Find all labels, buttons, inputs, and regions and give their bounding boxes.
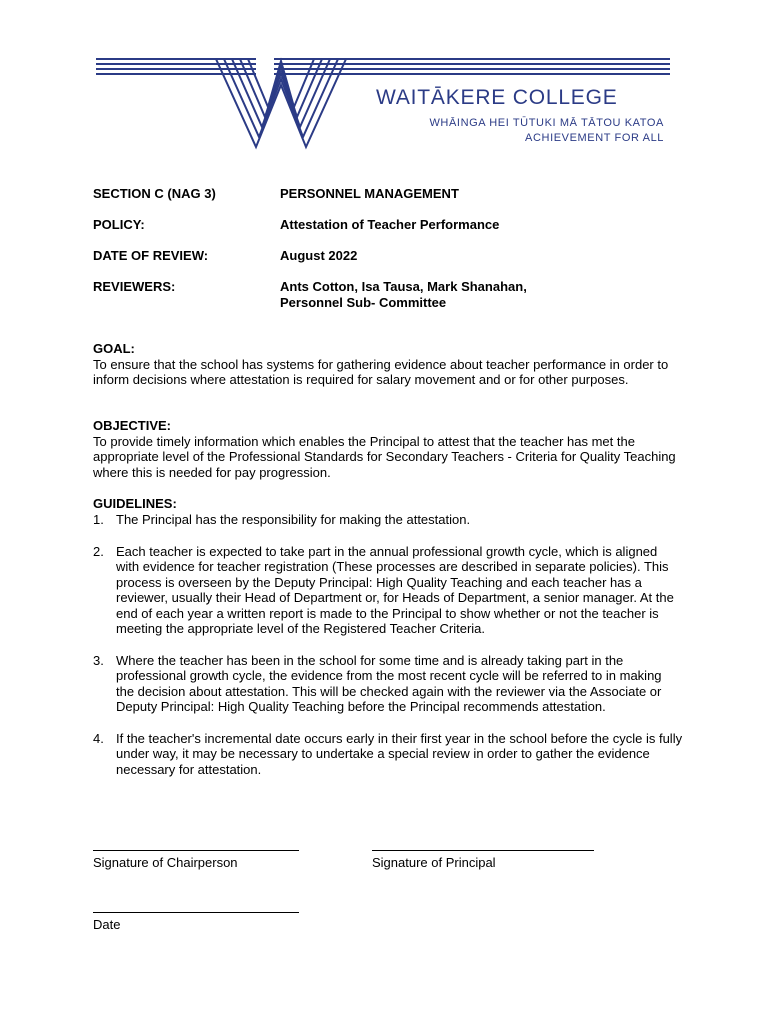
- chairperson-signature-block: [93, 840, 299, 870]
- guidelines-section: [93, 496, 683, 512]
- date-line[interactable]: [93, 902, 299, 913]
- objective-heading: OBJECTIVE:: [93, 418, 172, 433]
- reviewers-label: REVIEWERS:: [93, 279, 176, 294]
- guideline-number: 2.: [93, 543, 104, 559]
- guidelines-heading: GUIDELINES:: [93, 496, 177, 511]
- objective-text: To provide timely information which enables the Principal to attest that the teacher has met the appropriate level of the Professional Standards for Secondary Teachers - Criteria for Quality Teaching where this is needed for pay progression.: [93, 433, 676, 480]
- guideline-text: If the teacher's incremental date occurs early in their first year in the school before the cycle is fully under way, it may be necessary to undertake a special review in order to gather the evidence necessary for attestation.: [116, 730, 683, 777]
- reviewers-value: [280, 279, 527, 311]
- chairperson-signature-label: Signature of Chairperson: [93, 855, 238, 870]
- college-logo: [96, 55, 670, 150]
- goal-section: [93, 341, 683, 388]
- review-date-value: August 2022: [280, 248, 358, 263]
- guideline-number: 3.: [93, 652, 104, 668]
- objective-section: [93, 418, 683, 480]
- guideline-number: 1.: [93, 512, 104, 527]
- goal-text: To ensure that the school has systems for gathering evidence about teacher performance in order to inform decisions where attestation is required for salary movement and or for other purposes.: [93, 356, 669, 387]
- guideline-text: The Principal has the responsibility for making the attestation.: [116, 512, 471, 527]
- principal-signature-label: Signature of Principal: [372, 855, 496, 870]
- motto-english: ACHIEVEMENT FOR ALL: [525, 132, 664, 144]
- principal-signature-block: [372, 840, 594, 870]
- review-date-label: DATE OF REVIEW:: [93, 248, 209, 263]
- reviewers-line-2: Personnel Sub- Committee: [280, 295, 447, 310]
- guideline-item: [93, 653, 683, 715]
- section-label: SECTION C (NAG 3): [93, 186, 216, 201]
- guideline-number: 4.: [93, 730, 104, 746]
- guideline-item: [93, 544, 683, 637]
- guideline-text: Each teacher is expected to take part in the annual professional growth cycle, which is aligned with evidence for teacher registration (These processes are described in separate policies). This process is overseen by the Deputy Principal: High Quality Teaching and each teacher has a reviewer, usually their Head of Department or, for Heads of Department, a senior manager. At the end of each year a written report is made to the Principal to show whether or not the teacher is meeting the appropriate level of the Registered Teacher Criteria.: [116, 543, 674, 636]
- guideline-text: Where the teacher has been in the school for some time and is already taking part in the professional growth cycle, the evidence from the most recent cycle will be referred to in making the decision about attestation. This will be checked again with the reviewer via the Associate or Deputy Principal: High Quality Teaching before the Principal recommends attestation.: [116, 652, 662, 714]
- section-value: PERSONNEL MANAGEMENT: [280, 186, 459, 201]
- goal-heading: GOAL:: [93, 341, 135, 356]
- policy-value: Attestation of Teacher Performance: [280, 217, 500, 232]
- college-name: WAITĀKERE COLLEGE: [376, 86, 618, 109]
- guideline-item: [93, 731, 683, 778]
- reviewers-line-1: Ants Cotton, Isa Tausa, Mark Shanahan,: [280, 279, 527, 294]
- guideline-item: [93, 512, 683, 528]
- date-label: Date: [93, 917, 121, 932]
- policy-label: POLICY:: [93, 217, 145, 232]
- motto-maori: WHĀINGA HEI TŪTUKI MĀ TĀTOU KATOA: [429, 117, 664, 129]
- chairperson-signature-line[interactable]: [93, 840, 299, 851]
- date-block: [93, 902, 299, 932]
- principal-signature-line[interactable]: [372, 840, 594, 851]
- guidelines-list: [93, 512, 683, 777]
